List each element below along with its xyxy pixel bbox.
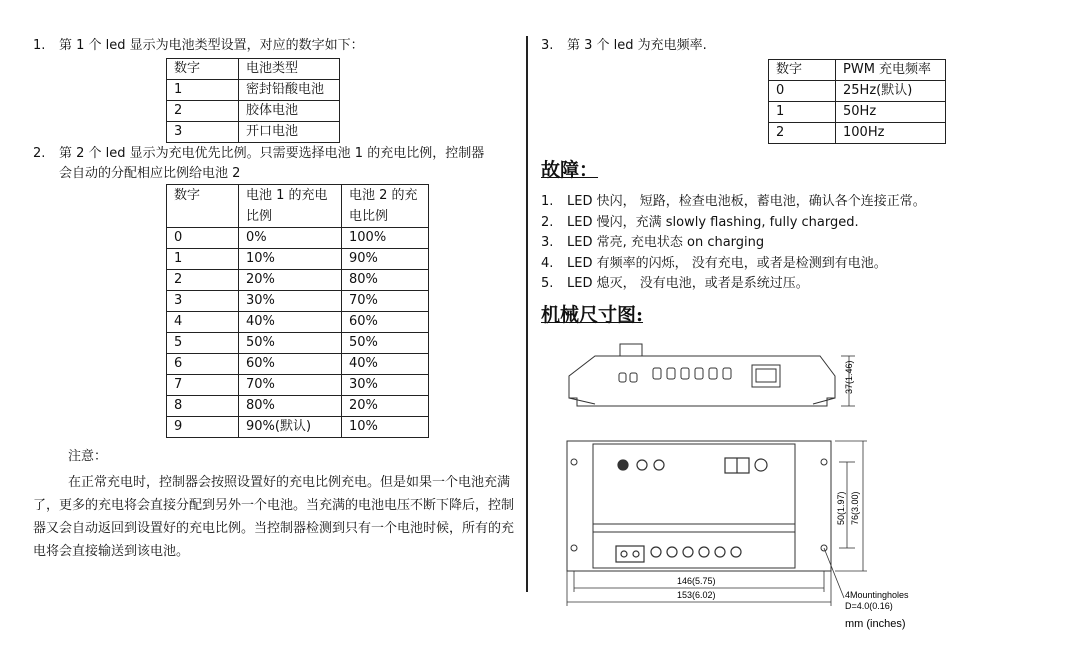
- inner-width-label: 146(5.75): [677, 576, 716, 586]
- table-row: 2 100Hz: [769, 123, 946, 144]
- table-row: 0 0% 100%: [167, 228, 429, 249]
- mounting-holes-label: 4Mountingholes: [845, 590, 909, 600]
- dimension-heading: 机械尺寸图:: [541, 303, 644, 326]
- units-label: mm (inches): [845, 618, 906, 630]
- table-row: 0 25Hz(默认): [769, 81, 946, 102]
- pwm-frequency-table: [768, 59, 946, 144]
- item-2: 2. 第 2 个 led 显示为充电优先比例。只需要选择电池 1 的充电比例，控制器: [33, 146, 485, 161]
- table-row: 1 50Hz: [769, 102, 946, 123]
- table-row: 6 60% 40%: [167, 354, 429, 375]
- table-row: 9 90%(默认) 10%: [167, 417, 429, 438]
- table-row: 5 50% 50%: [167, 333, 429, 354]
- list-item: 3. LED 常亮, 充电状态 on charging: [541, 235, 765, 250]
- right-column: [541, 36, 1061, 337]
- note-title: 注意：: [68, 449, 108, 464]
- fault-heading: 故障：: [541, 159, 599, 181]
- battery-type-table: [166, 58, 340, 143]
- table-header-row: 数字 PWM 充电频率: [769, 60, 946, 81]
- charge-ratio-table: [166, 184, 429, 438]
- table-row: 4 40% 60%: [167, 312, 429, 333]
- side-view-ports: [619, 365, 780, 387]
- inner-height-label: 50(1.97): [836, 491, 846, 525]
- column-divider: [526, 36, 528, 592]
- table-row: 3 30% 70%: [167, 291, 429, 312]
- list-item: 5. LED 熄灭， 没有电池，或者是系统过压。: [541, 276, 809, 291]
- table-row: 2 20% 80%: [167, 270, 429, 291]
- hole-diameter-label: D=4.0(0.16): [845, 601, 893, 611]
- table-header-row: 数字 电池类型: [167, 59, 340, 80]
- height-label: 37(1.46): [844, 360, 854, 394]
- note-paragraph: 在正常充电时，控制器会按照设置好的充电比例充电。但是如果一个电池充满了，更多的充电将会直接分配到另外一个电池。当充满的电池电压不断下降后，控制器又会自动返回到设置好的充电比例。当控制器检测到只有一个电池时候，所有的充电将会直接输送到该电池。: [33, 475, 515, 559]
- mechanical-dimension-drawing: [555, 336, 955, 636]
- item-2-line2: 会自动的分配相应比例给电池 2: [59, 166, 241, 181]
- table-row: 1 10% 90%: [167, 249, 429, 270]
- list-item: 2. LED 慢闪，充满 slowly flashing, fully charged.: [541, 214, 859, 230]
- table-row: 1 密封铅酸电池: [167, 80, 340, 101]
- outer-height-label: 76(3.00): [850, 491, 860, 525]
- item-1: 1. 第 1 个 led 显示为电池类型设置，对应的数字如下：: [33, 38, 364, 53]
- table-header-row: 数字 电池 1 的充电比例 电池 2 的充电比例: [167, 185, 429, 228]
- side-view: [569, 344, 835, 406]
- item-3: 3. 第 3 个 led 为充电频率.: [541, 38, 707, 53]
- table-row: 8 80% 20%: [167, 396, 429, 417]
- fault-list: [541, 192, 1061, 295]
- list-item: 1. LED 快闪， 短路，检查电池板，蓄电池，确认各个连接正常。: [541, 194, 926, 209]
- list-item: 4. LED 有频率的闪烁， 没有充电，或者是检测到有电池。: [541, 255, 887, 271]
- outer-width-label: 153(6.02): [677, 590, 716, 600]
- left-column: [33, 36, 518, 563]
- table-row: 7 70% 30%: [167, 375, 429, 396]
- table-row: 2 胶体电池: [167, 101, 340, 122]
- table-row: 3 开口电池: [167, 122, 340, 143]
- front-view-indicators: [616, 458, 767, 562]
